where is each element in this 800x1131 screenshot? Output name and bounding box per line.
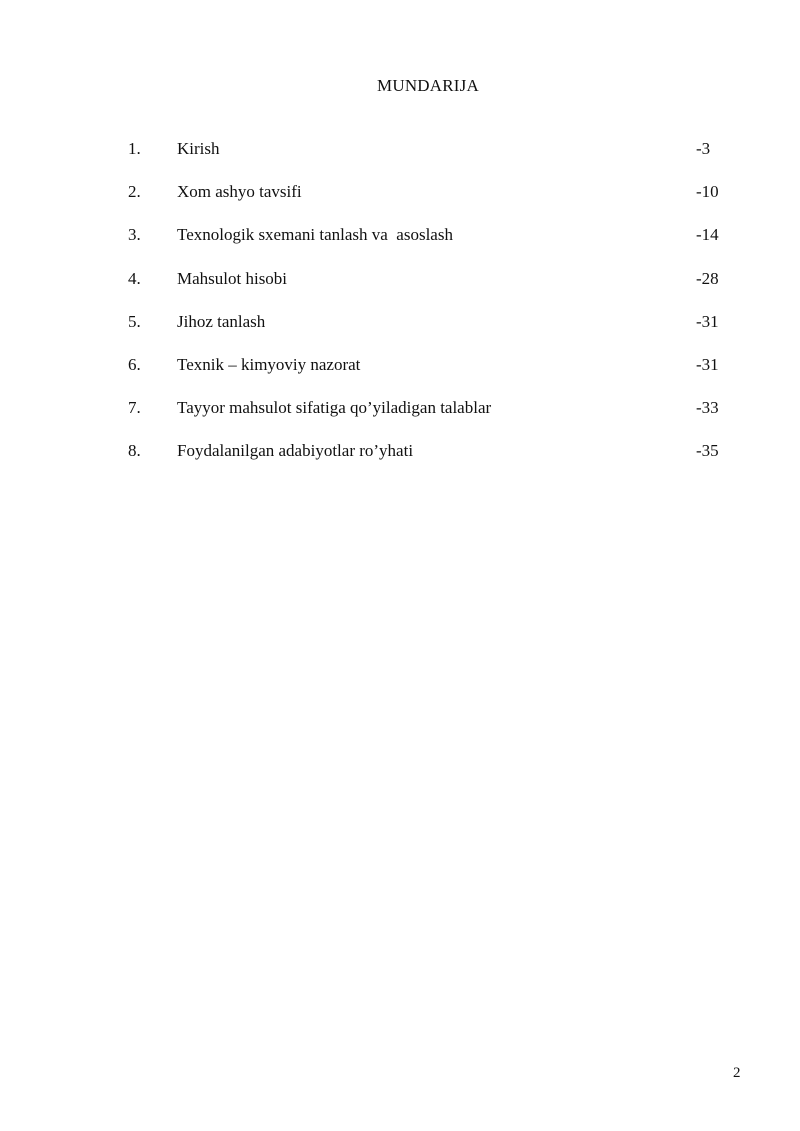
toc-entry: [0, 352, 800, 395]
toc-entry-page: -33: [696, 398, 719, 418]
toc-entry-page: -3: [696, 139, 711, 158]
toc-entry: [0, 395, 800, 438]
toc-entry-text: Kirish: [177, 139, 220, 158]
toc-entry-text: Tayyor mahsulot sifatiga qo’yiladigan talablar: [177, 398, 492, 418]
page-number: 2: [733, 1065, 741, 1081]
toc-entry: [0, 266, 800, 309]
toc-entry-page: -10: [696, 182, 719, 202]
toc-entry-number: 2.: [128, 182, 141, 202]
toc-entry: [0, 309, 800, 352]
toc-entry-page: -28: [696, 268, 719, 288]
table-of-contents: [0, 136, 800, 482]
toc-entry-number: 8.: [128, 441, 141, 461]
toc-entry-page: -31: [696, 311, 719, 331]
toc-entry-page: -14: [696, 225, 719, 245]
toc-entry: [0, 438, 800, 481]
toc-entry-page: -31: [696, 354, 719, 374]
toc-entry-number: 1.: [128, 139, 141, 158]
toc-entry-page: -35: [696, 441, 719, 461]
toc-entry-text: Texnologik sxemani tanlash va asoslash: [177, 225, 453, 245]
toc-entry-number: 3.: [128, 225, 141, 245]
toc-entry-number: 6.: [128, 354, 141, 374]
toc-entry: [0, 179, 800, 222]
toc-entry-text: Texnik – kimyoviy nazorat: [177, 354, 361, 374]
toc-entry: [0, 222, 800, 265]
toc-entry: [0, 136, 800, 179]
toc-entry-text: Mahsulot hisobi: [177, 268, 288, 288]
toc-entry-number: 4.: [128, 268, 141, 288]
toc-entry-number: 7.: [128, 398, 141, 418]
toc-entry-text: Jihoz tanlash: [177, 311, 266, 331]
toc-title: MUNDARIJA: [377, 76, 479, 95]
toc-entry-text: Xom ashyo tavsifi: [177, 182, 302, 202]
toc-entry-number: 5.: [128, 311, 141, 331]
toc-entry-text: Foydalanilgan adabiyotlar ro’yhati: [177, 441, 414, 461]
